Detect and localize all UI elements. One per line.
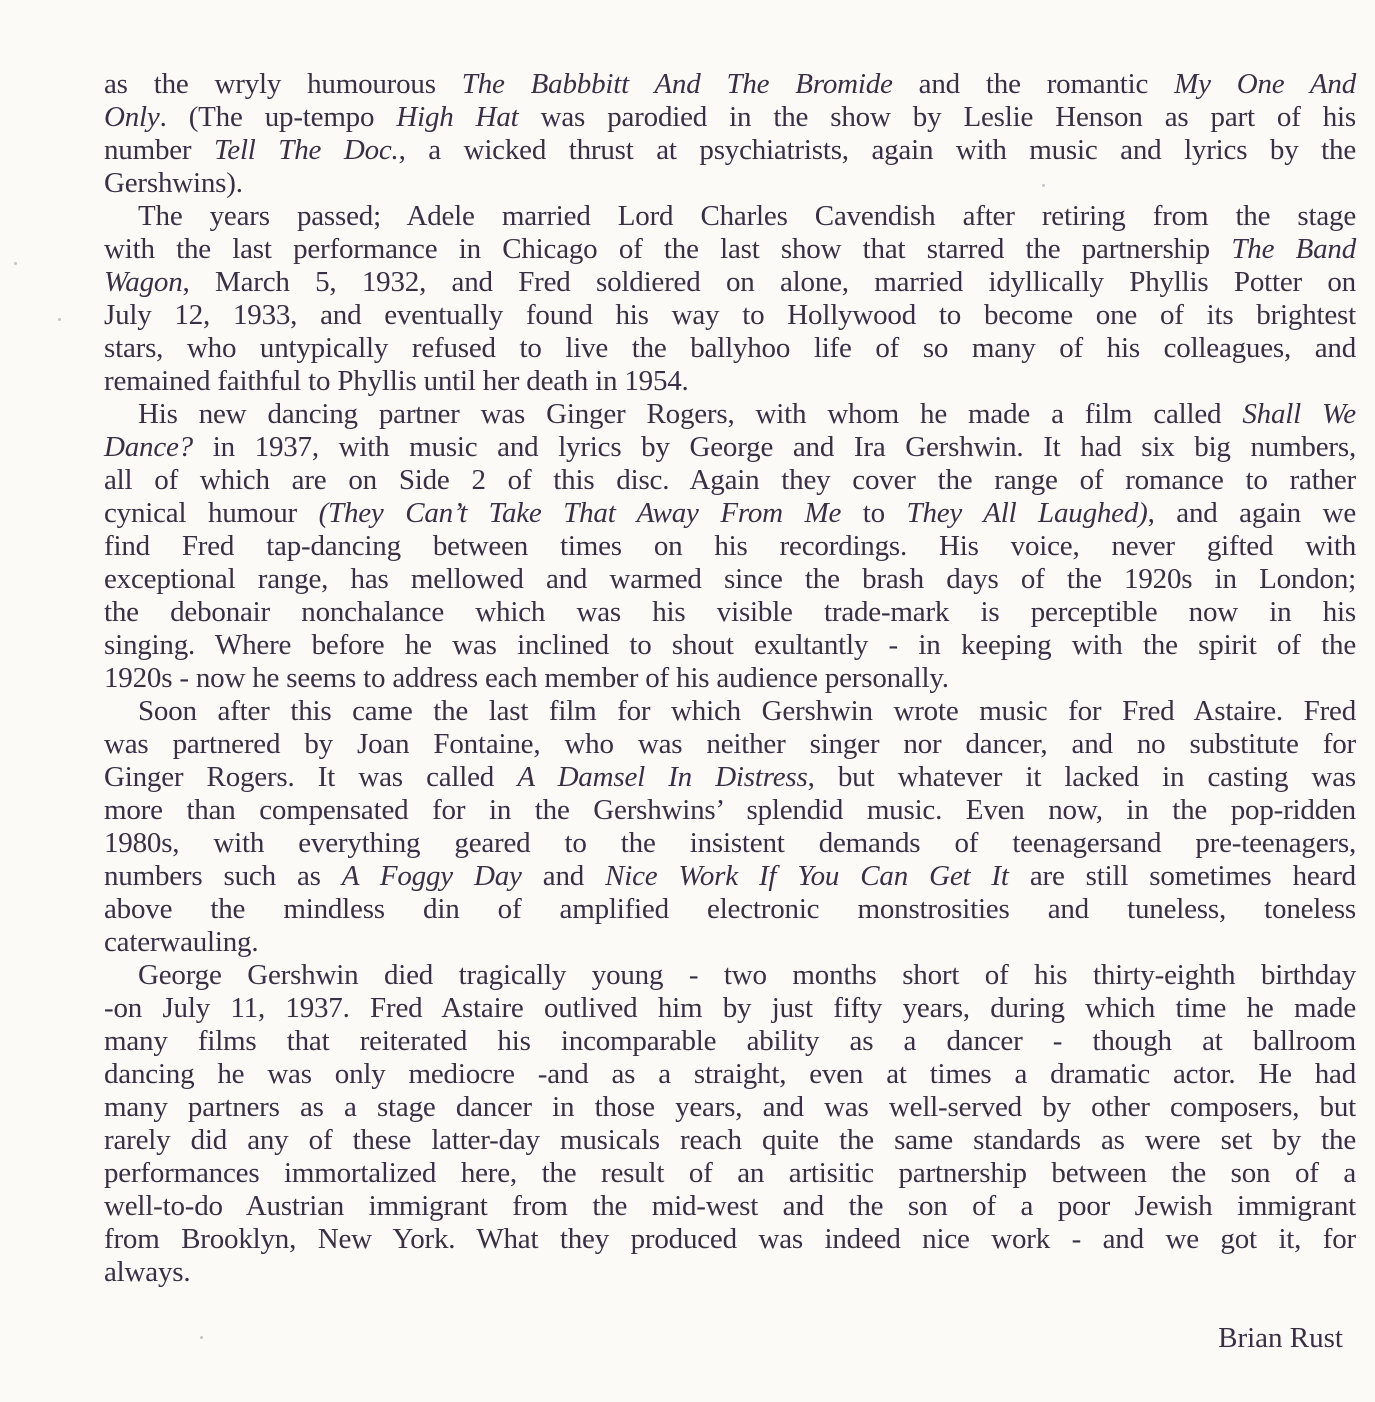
text-line — [104, 563, 1356, 596]
text-run: to — [841, 497, 907, 529]
text-run: are still sometimes heard — [1008, 860, 1356, 892]
text-line — [104, 1223, 1356, 1256]
text-line — [104, 101, 1356, 134]
text-run: exceptional range, has mellowed and warmed since the brash days of the 1920s in London; — [104, 563, 1356, 595]
text-line — [104, 1190, 1356, 1223]
text-run: with the last performance in Chicago of the last show that starred the partnership — [104, 233, 1232, 265]
text-run: many films that reiterated his incomparable ability as a dancer - though at ballroom — [104, 1025, 1356, 1057]
paragraph — [104, 398, 1356, 695]
text-run: caterwauling. — [104, 926, 259, 958]
text-run: 1980s, with everything geared to the insistent demands of teenagersand pre-teenagers, — [104, 827, 1356, 859]
paper-speck — [200, 1336, 203, 1339]
text-run: Gershwins). — [104, 167, 243, 199]
text-line — [104, 332, 1356, 365]
text-line — [104, 1058, 1356, 1091]
text-run: July 12, 1933, and eventually found his way to Hollywood to become one of its brightest — [104, 299, 1356, 331]
italic-title: Shall We — [1242, 398, 1356, 430]
text-line — [104, 167, 1356, 200]
text-run: and — [521, 860, 606, 892]
text-line — [104, 629, 1356, 662]
text-line — [104, 431, 1356, 464]
text-line — [104, 728, 1356, 761]
text-run: , but whatever it lacked in casting was — [807, 761, 1356, 793]
text-run: . (The up-tempo — [159, 101, 397, 133]
text-line — [104, 200, 1356, 233]
text-run: singing. Where before he was inclined to shout exultantly - in keeping with the spirit of the — [104, 629, 1356, 661]
italic-title: My One And — [1174, 68, 1356, 100]
text-line — [104, 992, 1356, 1025]
text-run: The years passed; Adele married Lord Charles Cavendish after retiring from the stage — [138, 200, 1356, 232]
paragraph — [104, 200, 1356, 398]
text-run: above the mindless din of amplified electronic monstrosities and tuneless, toneless — [104, 893, 1356, 925]
author-signature: Brian Rust — [1218, 1322, 1343, 1354]
text-line — [104, 959, 1356, 992]
text-run: cynical humour — [104, 497, 319, 529]
text-line — [104, 365, 1356, 398]
text-line — [104, 530, 1356, 563]
italic-title: A Damsel In Distress — [517, 761, 808, 793]
paragraph — [104, 959, 1356, 1289]
text-run: in 1937, with music and lyrics by George and Ira Gershwin. It had six big numbers, — [193, 431, 1356, 463]
text-run: and the romantic — [892, 68, 1175, 100]
italic-title: Tell The Doc. — [214, 134, 399, 166]
italic-title: The Babbbitt And The Bromide — [461, 68, 893, 100]
text-run: more than compensated for in the Gershwins’ splendid music. Even now, in the pop-ridden — [104, 794, 1356, 826]
text-line — [104, 299, 1356, 332]
italic-title: They All Laughed) — [906, 497, 1148, 529]
liner-notes-body — [104, 68, 1356, 1289]
paper-speck — [14, 262, 17, 265]
text-run: Soon after this came the last film for which Gershwin wrote music for Fred Astaire. Fred — [138, 695, 1356, 727]
text-run: all of which are on Side 2 of this disc. Again they cover the range of romance to rather — [104, 464, 1356, 496]
text-run: numbers such as — [104, 860, 342, 892]
text-line — [104, 1256, 1356, 1289]
italic-title: (They Can’t Take That Away From Me — [318, 497, 842, 529]
text-line — [104, 1025, 1356, 1058]
text-run: , and again we — [1147, 497, 1356, 529]
text-line — [104, 233, 1356, 266]
text-run: stars, who untypically refused to live the ballyhoo life of so many of his colleagues, and — [104, 332, 1356, 364]
text-run: -on July 11, 1937. Fred Astaire outlived him by just fifty years, during which time he made — [104, 992, 1356, 1024]
text-run: was partnered by Joan Fontaine, who was neither singer nor dancer, and no substitute for — [104, 728, 1356, 760]
paper-speck — [58, 318, 61, 321]
text-line — [104, 761, 1356, 794]
text-run: His new dancing partner was Ginger Rogers, with whom he made a film called — [138, 398, 1243, 430]
italic-title: Only — [104, 101, 160, 133]
text-run: dancing he was only mediocre -and as a straight, even at times a dramatic actor. He had — [104, 1058, 1356, 1090]
italic-title: The Band — [1231, 233, 1357, 265]
paragraph — [104, 68, 1356, 200]
text-line — [104, 893, 1356, 926]
paragraph — [104, 695, 1356, 959]
text-run: rarely did any of these latter-day musicals reach quite the same standards as were set by the — [104, 1124, 1356, 1156]
text-line — [104, 134, 1356, 167]
italic-title: Wagon — [104, 266, 183, 298]
text-run: number — [104, 134, 215, 166]
text-line — [104, 827, 1356, 860]
text-run: performances immortalized here, the result of an artisitic partnership between the son of a — [104, 1157, 1356, 1189]
text-line — [104, 1124, 1356, 1157]
text-run: remained faithful to Phyllis until her death in 1954. — [104, 365, 689, 397]
text-line — [104, 1157, 1356, 1190]
text-line — [104, 926, 1356, 959]
text-run: find Fred tap-dancing between times on his recordings. His voice, never gifted with — [104, 530, 1356, 562]
text-line — [104, 662, 1356, 695]
paper-speck — [1042, 184, 1045, 187]
text-line — [104, 794, 1356, 827]
text-line — [104, 860, 1356, 893]
text-run: well-to-do Austrian immigrant from the mid-west and the son of a poor Jewish immigrant — [104, 1190, 1356, 1222]
text-run: was parodied in the show by Leslie Henson as part of his — [518, 101, 1356, 133]
text-run: George Gershwin died tragically young - two months short of his thirty-eighth birthday — [138, 959, 1356, 991]
text-line — [104, 398, 1356, 431]
text-line — [104, 464, 1356, 497]
text-line — [104, 695, 1356, 728]
italic-title: Nice Work If You Can Get It — [605, 860, 1009, 892]
italic-title: A Foggy Day — [341, 860, 522, 892]
text-line — [104, 596, 1356, 629]
text-run: , March 5, 1932, and Fred soldiered on alone, married idyllically Phyllis Potter on — [182, 266, 1356, 298]
text-run: Ginger Rogers. It was called — [104, 761, 518, 793]
text-run: as the wryly humourous — [104, 68, 462, 100]
text-run: from Brooklyn, New York. What they produced was indeed nice work - and we got it, for — [104, 1223, 1356, 1255]
text-run: 1920s - now he seems to address each member of his audience personally. — [104, 662, 949, 694]
text-run: always. — [104, 1256, 191, 1288]
text-run: , a wicked thrust at psychiatrists, again with music and lyrics by the — [398, 134, 1356, 166]
text-line — [104, 68, 1356, 101]
text-line — [104, 1091, 1356, 1124]
italic-title: Dance? — [104, 431, 193, 463]
text-line — [104, 266, 1356, 299]
text-run: the debonair nonchalance which was his visible trade-mark is perceptible now in his — [104, 596, 1356, 628]
italic-title: High Hat — [396, 101, 519, 133]
text-line — [104, 497, 1356, 530]
text-run: many partners as a stage dancer in those years, and was well-served by other composers, but — [104, 1091, 1356, 1123]
